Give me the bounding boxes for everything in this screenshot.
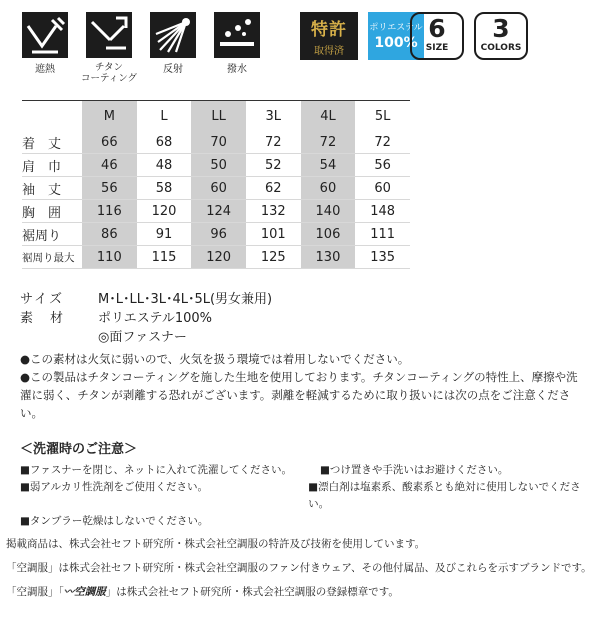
- footer-line3-suffix: 」は株式会社セフト研究所・株式会社空調服の登録標章です。: [105, 586, 399, 598]
- size-cell: 111: [355, 223, 410, 246]
- reflection-icon: [150, 12, 196, 58]
- polyester-badge-line1: ポリエステル: [369, 23, 423, 33]
- care-item: ■つけ置きや手洗いはお避けください。: [320, 464, 509, 476]
- size-count-number: 6: [428, 14, 446, 43]
- size-header: L: [160, 108, 168, 124]
- water-repellent-label: 撥水: [227, 64, 247, 75]
- care-item: ■弱アルカリ性洗剤をご使用ください。: [20, 481, 208, 493]
- size-header-blank: [22, 101, 82, 132]
- size-cell: 60: [191, 177, 246, 200]
- size-row: [22, 131, 410, 154]
- footer-line3-prefix: 「空調服」「: [6, 586, 64, 598]
- size-row: [22, 200, 410, 223]
- titanium-coating-label: [79, 62, 139, 84]
- caution-notes: [20, 350, 585, 422]
- spec-size-key: サイズ: [20, 292, 64, 307]
- color-count-badge: [474, 12, 528, 60]
- size-header: 5L: [374, 108, 391, 124]
- size-cell: 56: [82, 177, 137, 200]
- size-row-label: 袖 丈: [22, 177, 82, 200]
- size-cell: 72: [246, 131, 301, 154]
- caution-note: ●この素材は火気に弱いので、火気を扱う環境では着用しないでください。: [20, 352, 410, 366]
- spec-size-value: M･L･LL･3L･4L･5L(男女兼用): [98, 292, 273, 307]
- size-row-label: 着 丈: [22, 131, 82, 154]
- size-cell: 60: [355, 177, 410, 200]
- size-cell: 96: [191, 223, 246, 246]
- titanium-coating-icon: [86, 12, 132, 58]
- care-item: ■ファスナーを閉じ、ネットに入れて洗濯してください。: [20, 464, 292, 476]
- size-cell: 101: [246, 223, 301, 246]
- size-cell: 120: [191, 246, 246, 269]
- size-cell: 56: [355, 154, 410, 177]
- size-cell: 72: [355, 131, 410, 154]
- titanium-label-line2: コーティング: [80, 73, 138, 84]
- size-row-label: 裾周り最大: [22, 246, 82, 269]
- size-cell: 50: [191, 154, 246, 177]
- reflection-label: 反射: [163, 64, 183, 75]
- size-cell: 91: [137, 223, 192, 246]
- size-cell: 86: [82, 223, 137, 246]
- spec-material-value: ポリエステル100%: [98, 311, 212, 326]
- footer-line: [6, 580, 596, 604]
- size-cell: 132: [246, 200, 301, 223]
- patent-badge-sub: 取得済: [314, 46, 344, 57]
- size-cell: 110: [82, 246, 137, 269]
- size-cell: 72: [301, 131, 356, 154]
- product-spec: [20, 290, 272, 347]
- size-row: [22, 154, 410, 177]
- size-cell: 135: [355, 246, 410, 269]
- polyester-badge-line2: 100%: [374, 35, 418, 51]
- care-item: ■タンブラー乾燥はしないでください。: [20, 515, 209, 527]
- size-cell: 54: [301, 154, 356, 177]
- size-cell: 148: [355, 200, 410, 223]
- patent-badge: [300, 12, 358, 60]
- size-cell: 124: [191, 200, 246, 223]
- size-header: LL: [191, 101, 246, 132]
- footer-line: 掲載商品は、株式会社セフト研究所・株式会社空調服の特許及び技術を使用しています。: [6, 538, 426, 550]
- caution-note: ●この製品はチタンコーティングを施した生地を使用しております。チタンコーティングの特性上、摩擦や洗濯に弱く、チタンが剥離する恐れがございます。剥離を軽減するために取り扱いには次の点をご注意ください。: [20, 370, 578, 420]
- size-cell: 46: [82, 154, 137, 177]
- size-cell: 125: [246, 246, 301, 269]
- size-row: [22, 223, 410, 246]
- spec-material-key: 素 材: [20, 311, 66, 326]
- size-cell: 60: [301, 177, 356, 200]
- titanium-label-line1: チタン: [94, 62, 124, 73]
- size-cell: 66: [82, 131, 137, 154]
- feature-icons: [22, 12, 600, 94]
- size-count-badge: [410, 12, 464, 60]
- size-table: [22, 100, 410, 269]
- size-cell: 120: [137, 200, 192, 223]
- size-header: 4L: [301, 101, 356, 132]
- care-item: ■漂白剤は塩素系、酸素系とも絶対に使用しないでください。: [308, 481, 581, 510]
- size-row-label: 肩 巾: [22, 154, 82, 177]
- size-cell: 62: [246, 177, 301, 200]
- size-row: [22, 177, 410, 200]
- size-cell: 130: [301, 246, 356, 269]
- size-row: [22, 246, 410, 269]
- size-cell: 115: [137, 246, 192, 269]
- size-cell: 116: [82, 200, 137, 223]
- size-cell: 106: [301, 223, 356, 246]
- size-cell: 58: [137, 177, 192, 200]
- heat-shield-label: 遮熱: [35, 64, 55, 75]
- size-cell: 48: [137, 154, 192, 177]
- color-count-text: COLORS: [480, 43, 522, 53]
- size-cell: 52: [246, 154, 301, 177]
- heat-shield-icon: [22, 12, 68, 58]
- footer-line: 「空調服」は株式会社セフト研究所・株式会社空調服のファン付きウェア、その他付属品、及びこれらを示すブランドです。: [6, 562, 592, 574]
- size-header: 3L: [265, 108, 282, 124]
- size-row-label: 胸 囲: [22, 200, 82, 223]
- water-repellent-icon: [214, 12, 260, 58]
- patent-badge-main: 特許: [311, 20, 347, 40]
- kuchofuku-logo: 〰空調服: [63, 586, 106, 598]
- color-count-number: 3: [492, 14, 510, 43]
- size-cell: 68: [137, 131, 192, 154]
- size-cell: 140: [301, 200, 356, 223]
- size-row-label: 裾周り: [22, 223, 82, 246]
- washing-care-title: ＜洗濯時のご注意＞: [20, 442, 138, 457]
- kuchofuku-logo-text: 空調服: [74, 586, 106, 598]
- size-cell: 70: [191, 131, 246, 154]
- size-count-text: SIZE: [425, 43, 449, 53]
- size-header: M: [82, 101, 137, 132]
- spec-fastener: ◎面ファスナー: [98, 330, 187, 345]
- footer-notes: [6, 532, 596, 604]
- washing-care-list: [20, 462, 590, 530]
